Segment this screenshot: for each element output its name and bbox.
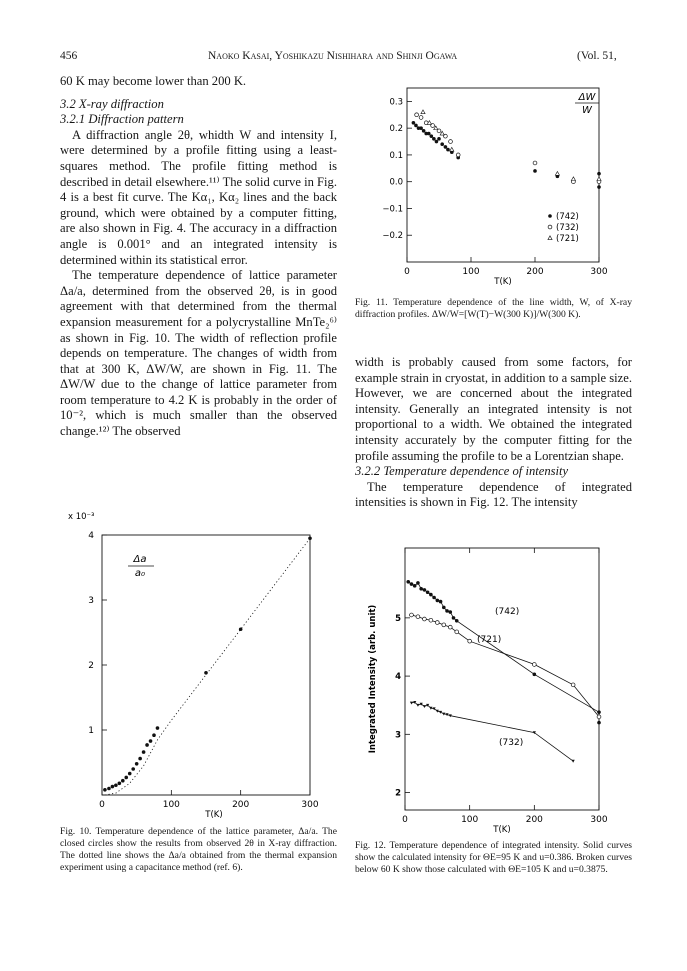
fig11-point <box>427 132 431 136</box>
page-number: 456 <box>60 50 78 62</box>
fig10-point <box>239 627 243 631</box>
fig12-point <box>436 599 440 603</box>
fig12-point <box>442 623 446 627</box>
fig11-legend-label: (732) <box>556 223 579 233</box>
fig10-point <box>142 750 146 754</box>
fig11-legend-label: (721) <box>556 234 579 244</box>
fig10-point <box>156 726 160 730</box>
fig12-point <box>416 581 420 585</box>
fig11-point <box>444 145 448 149</box>
fig10-point <box>107 787 111 791</box>
fig11-point <box>414 124 418 128</box>
intro-line: 60 K may become lower than 200 K. <box>60 74 247 88</box>
fig11-legend-marker <box>548 236 552 240</box>
fig11-point <box>456 153 460 157</box>
paragraph-width-factors: width is probably caused from some factors, for example strain in cryostat, in addition to a sample size. However, we are concerned about the integrated intensity. Generally an integrated intensity is not proportional to a width. We obtained the integrated intensity accurately by the computer fitting for the profile assuming the profile to be a Lorentzian shape. <box>355 355 632 463</box>
fig11-point <box>435 140 439 144</box>
fig10-point <box>103 788 107 792</box>
fig12-point <box>435 621 439 625</box>
fig12-point <box>571 683 575 687</box>
x-tick-label: 200 <box>232 800 250 810</box>
y-tick-label: 2 <box>88 661 94 671</box>
x-tick-label: 300 <box>301 800 319 810</box>
fig11-point <box>533 161 537 165</box>
fig11-legend-marker <box>548 225 552 229</box>
section-3-2: 3.2 X-ray diffraction <box>60 96 164 111</box>
fig11-title-denominator: W <box>582 105 592 116</box>
fig12-point <box>426 590 430 594</box>
fig12-point <box>468 639 472 643</box>
fig12-point <box>410 582 414 586</box>
x-tick-label: 0 <box>99 800 105 810</box>
fig12-point <box>429 593 433 597</box>
fig10-point <box>138 757 142 761</box>
fig11-point <box>597 185 601 189</box>
fig10-caption: Fig. 10. Temperature dependence of the lattice parameter, Δa/a. The closed circles show the results from observed 2θ in X-ray diffraction. The dotted line shows the Δa/a obtained from the thermal expansion experiment using a capacitance method (ref. 6). <box>60 826 337 873</box>
fig10-point <box>149 739 153 743</box>
fig10-point <box>204 671 208 675</box>
fig11-legend-label: (742) <box>556 212 579 222</box>
x-tick-label: 200 <box>525 815 543 825</box>
y-tick-label: 3 <box>395 730 401 741</box>
fig10-point <box>135 762 139 766</box>
fig12-point <box>423 588 427 592</box>
fig11-point <box>449 140 453 144</box>
fig12-point <box>448 625 452 629</box>
fig12-point <box>439 600 443 604</box>
y-tick-label: −0.1 <box>382 204 403 215</box>
x-tick-label: 300 <box>590 267 608 277</box>
fig11-point <box>419 116 423 120</box>
y-axis-label: Integrated Intensity (arb. unit) <box>368 604 378 754</box>
fig12-curve <box>412 702 574 761</box>
fig11-point <box>437 137 441 141</box>
y-tick-label: 0.1 <box>389 150 403 161</box>
volume-label: (Vol. 51, <box>577 50 617 62</box>
y-tick-label: 5 <box>395 613 401 624</box>
paragraph-intensity: The temperature dependence of integrated intensities is shown in Fig. 12. The intensity <box>355 479 632 510</box>
y-tick-label: 3 <box>88 596 94 606</box>
y-tick-label: 4 <box>88 531 94 541</box>
x-tick-label: 0 <box>402 815 408 825</box>
fig10-title-numerator: Δa <box>133 554 147 565</box>
fig10-point <box>308 536 312 540</box>
left-column <box>60 74 337 440</box>
fig11-point <box>555 171 559 175</box>
y-scale-label: x 10⁻³ <box>68 512 95 522</box>
fig11-point <box>597 177 601 181</box>
fig11-plot <box>382 88 607 287</box>
fig12-curve <box>412 615 600 717</box>
fig12-curve-label: (721) <box>477 635 502 645</box>
x-axis-label: T(K) <box>493 825 511 835</box>
fig10-point <box>145 743 149 747</box>
fig12-point <box>442 606 446 610</box>
x-axis-label: T(K) <box>205 810 223 820</box>
fig11-chart <box>355 80 635 295</box>
section-3-2-1: 3.2.1 Diffraction pattern <box>60 112 184 127</box>
x-tick-label: 100 <box>462 267 480 277</box>
fig10-plot <box>68 512 319 820</box>
fig10-point <box>111 785 115 789</box>
y-tick-label: 0.0 <box>389 177 403 188</box>
fig12-point <box>533 673 537 677</box>
fig11-point <box>440 142 444 146</box>
fig12-point <box>410 613 414 617</box>
running-head-authors: Naoko Kasai, Yoshikazu Nishihara and Shinji Ogawa <box>208 50 458 62</box>
fig12-chart <box>355 540 635 840</box>
fig11-legend-marker <box>548 214 552 218</box>
fig11-point <box>571 177 575 181</box>
section-3-2-2: 3.2.2 Temperature dependence of intensity <box>355 464 569 479</box>
fig11-point <box>421 110 425 114</box>
fig10-point <box>121 779 125 783</box>
fig12-curve <box>408 582 599 723</box>
x-axis-label: T(K) <box>494 277 512 287</box>
fig11-point <box>419 126 423 130</box>
fig12-point <box>423 617 427 621</box>
fig12-point <box>416 615 420 619</box>
fig12-point <box>572 760 575 763</box>
fig12-point <box>413 584 417 588</box>
fig11-point <box>450 147 454 151</box>
fig12-point <box>452 616 456 620</box>
fig12-point <box>597 721 601 725</box>
fig11-point <box>422 129 426 133</box>
fig10-point <box>128 772 132 776</box>
fig10-point <box>118 782 122 786</box>
fig12-point <box>448 610 452 614</box>
fig12-point <box>419 587 423 591</box>
x-tick-label: 300 <box>590 815 608 825</box>
fig12-point <box>406 580 410 584</box>
fig12-point <box>597 710 601 714</box>
x-tick-label: 100 <box>461 815 479 825</box>
fig12-point <box>597 715 601 719</box>
plot-frame <box>102 535 310 795</box>
fig11-point <box>432 137 436 141</box>
fig12-point <box>455 630 459 634</box>
fig11-point <box>412 121 416 125</box>
fig10-point <box>131 767 135 771</box>
fig10-title-denominator: a₀ <box>134 568 146 579</box>
paragraph-lattice-parameter: The temperature dependence of lattice parameter Δa/a, determined from the observed 2θ, is in good agreement with that determined from the thermal expansion measurement for a polycrystalline MnTe₂⁶⁾ as shown in Fig. 10. The width of reflection profile depends on temperature. The changes of width from that at 300 K, ΔW/W, are shown in Fig. 11. The ΔW/W due to the change of lattice parameter from room temperature to 4.2 K is probably in the order of 10⁻², which is much smaller than the observed change.¹²⁾ The observed <box>60 268 337 439</box>
fig12-point <box>455 619 459 623</box>
fig10-point <box>114 783 118 787</box>
fig11-point <box>597 172 601 176</box>
fig10-point <box>124 776 128 780</box>
fig12-point <box>429 618 433 622</box>
fig12-caption: Fig. 12. Temperature dependence of integrated intensity. Solid curves show the calculated intensity for ΘE=95 K and u=0.386. Broken curves below 60 K show those calculated with ΘE=105 K and u=0.3875. <box>355 840 632 875</box>
y-tick-label: 4 <box>395 672 401 683</box>
fig11-title-numerator: ΔW <box>578 92 596 103</box>
plot-frame <box>405 548 599 810</box>
paragraph-profile-fitting: A diffraction angle 2θ, whidth W and intensity I, were determined by a profile fitting using a least-squares method. The profile fitting method is described in detail elsewhere.¹¹⁾ The solid curve in Fig. 4 is a best fit curve. The Kα₁, Kα₂ lines and the back ground, which were obtained by a computer fitting, are also shown in Fig. 4. The accuracy in a diffraction angle is 0.001° and an integrated intensity is determined within its statistical error. <box>60 127 337 267</box>
fig12-point <box>432 596 436 600</box>
fig12-point <box>423 705 426 708</box>
fig12-curve-label: (732) <box>499 738 524 748</box>
y-tick-label: −0.2 <box>382 231 403 242</box>
fig12-plot <box>368 548 608 835</box>
fig12-curve-label: (742) <box>495 607 520 617</box>
right-column <box>355 355 632 511</box>
x-tick-label: 100 <box>162 800 180 810</box>
x-tick-label: 0 <box>404 267 410 277</box>
fig11-point <box>415 113 419 117</box>
fig12-point <box>416 704 419 707</box>
fig11-point <box>430 134 434 138</box>
y-tick-label: 1 <box>88 726 94 736</box>
y-tick-label: 0.3 <box>389 97 403 108</box>
fig12-point <box>532 663 536 667</box>
fig10-chart <box>60 505 340 825</box>
fig11-caption: Fig. 11. Temperature dependence of the line width, W, of X-ray diffraction profiles. ΔW/W=[W(T)−W(300 K)]/W(300 K). <box>355 297 632 320</box>
fig12-point <box>445 609 449 613</box>
x-tick-label: 200 <box>526 267 544 277</box>
y-tick-label: 2 <box>395 788 401 799</box>
fig11-point <box>533 169 537 173</box>
fig11-point <box>446 148 450 152</box>
fig10-point <box>152 733 156 737</box>
y-tick-label: 0.2 <box>389 124 403 135</box>
